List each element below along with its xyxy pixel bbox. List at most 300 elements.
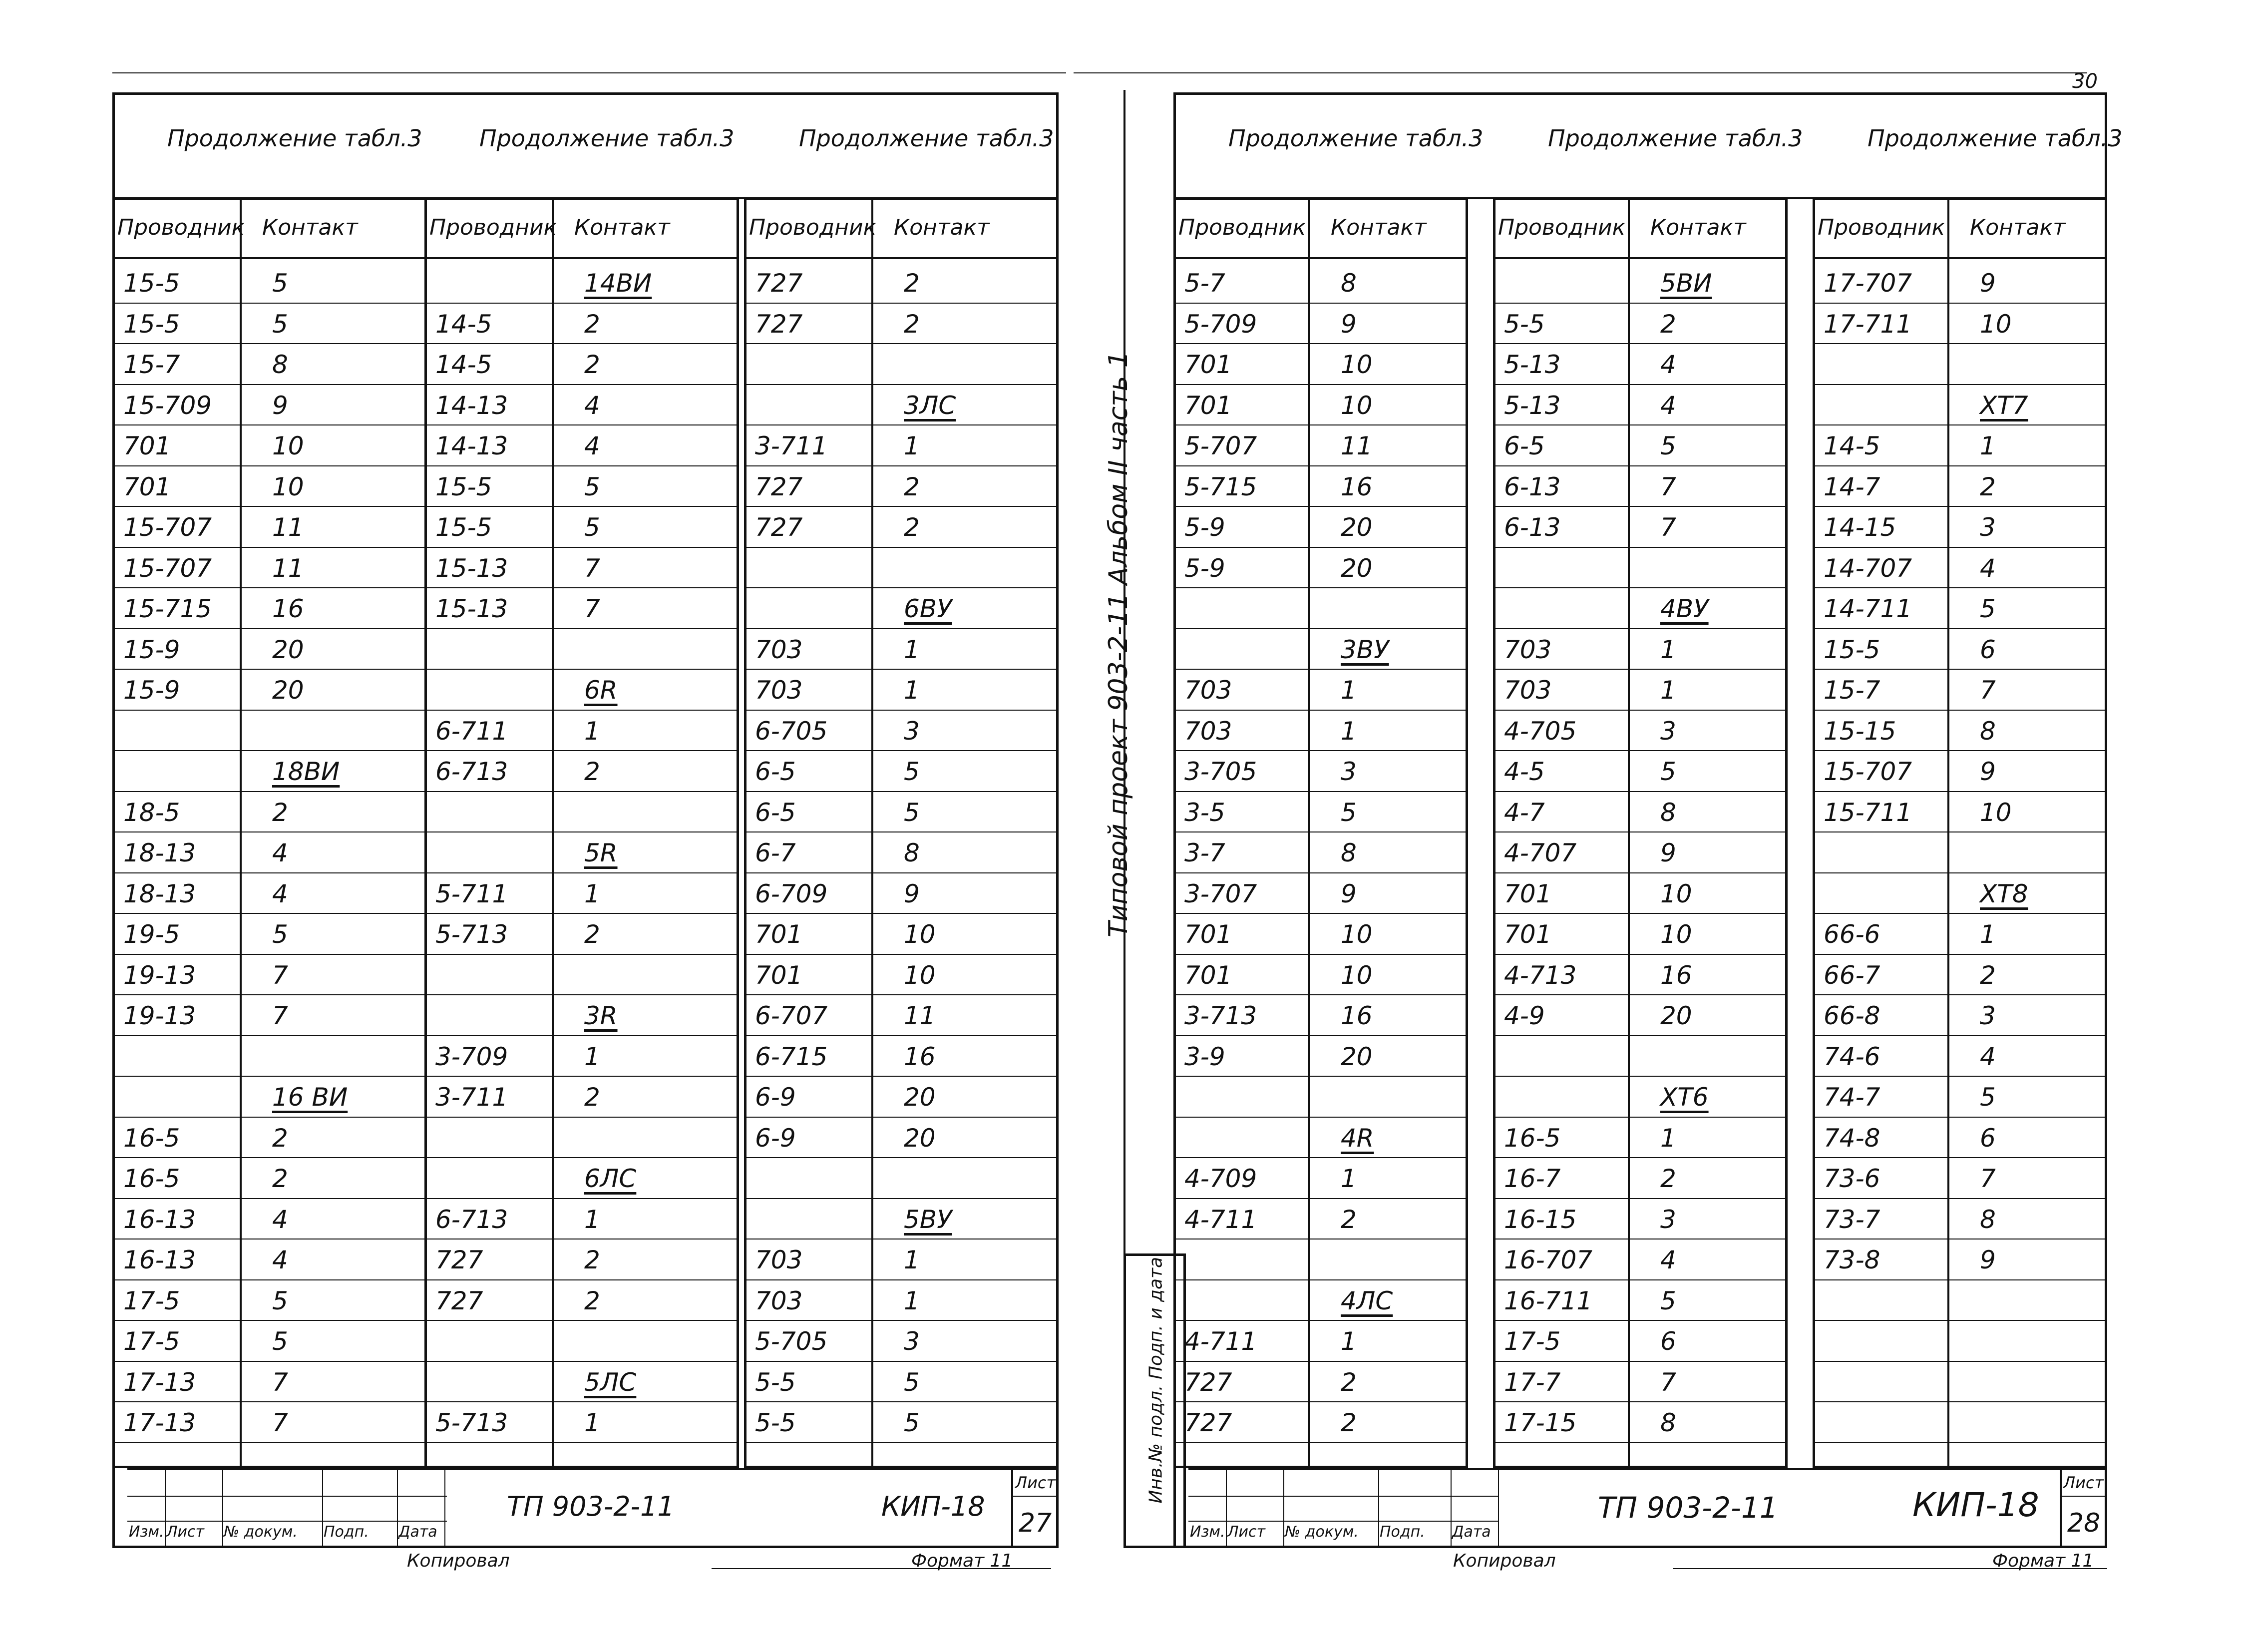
group-label: 4ВУ (1660, 594, 1709, 623)
cell-conductor: 6-713 (435, 757, 508, 786)
table-row (1813, 343, 2107, 344)
header-divider (112, 257, 427, 259)
sheet-label: Лист (2063, 1473, 2104, 1492)
cell-contact: 2 (1341, 1205, 1357, 1234)
table-row (1813, 465, 2107, 466)
cell-contact: 1 (584, 879, 600, 908)
cell-conductor: 14-5 (1824, 431, 1880, 460)
doc-id: КИП-18 (881, 1491, 985, 1522)
table-row (1813, 791, 2107, 792)
sheet-label: Лист (1015, 1473, 1056, 1492)
table-row (744, 1442, 1059, 1443)
stamp-rule (127, 1496, 447, 1497)
cell-conductor: 4-705 (1504, 716, 1577, 746)
table-row (1173, 628, 1468, 629)
cell-conductor: 5-705 (755, 1327, 828, 1356)
stamp-divider (1498, 1468, 1499, 1548)
header-conductor: Проводник (1818, 215, 1945, 240)
header-conductor: Проводник (1498, 215, 1626, 240)
table-row (744, 506, 1059, 507)
cell-contact: 5 (904, 1367, 920, 1397)
table-caption: Продолжение табл.3 (799, 125, 1054, 152)
table-row (1493, 710, 1788, 711)
table-row (1493, 1279, 1788, 1280)
cell-conductor: 5-711 (435, 879, 508, 908)
cell-contact: 7 (584, 553, 600, 583)
cell-contact: 1 (1660, 1123, 1676, 1153)
cell-contact: 1 (1980, 920, 1996, 949)
table-row (1173, 587, 1468, 588)
group-label: 18ВИ (272, 757, 340, 786)
cell-contact: 5 (1660, 431, 1676, 460)
cell-contact: 1 (904, 431, 920, 460)
cell-conductor: 4-709 (1184, 1164, 1257, 1193)
cell-contact: 2 (1980, 960, 1996, 990)
table-caption: Продолжение табл.3 (167, 125, 422, 152)
table-row (1173, 1361, 1468, 1362)
cell-contact: 4 (584, 431, 600, 460)
table-row (744, 750, 1059, 751)
cell-contact: 9 (1980, 1245, 1996, 1274)
cell-conductor: 17-711 (1824, 309, 1912, 339)
stamp-column-label: Изм. (129, 1523, 164, 1541)
cell-conductor: 14-711 (1824, 594, 1912, 623)
table-row (1173, 1076, 1468, 1077)
cell-conductor: 15-707 (123, 553, 212, 583)
header-conductor: Проводник (749, 215, 877, 240)
table-row (1813, 913, 2107, 914)
cell-conductor: 17-7 (1504, 1367, 1561, 1397)
table-row (112, 343, 427, 344)
cell-conductor: 5-713 (435, 1408, 508, 1437)
cell-conductor: 703 (1184, 676, 1232, 705)
stamp-divider (397, 1468, 398, 1548)
cell-conductor: 6-9 (755, 1083, 796, 1112)
group-label: ХТ8 (1980, 879, 2028, 908)
table-row (1173, 1320, 1468, 1321)
table-row (424, 587, 739, 588)
cell-contact: 4 (272, 879, 288, 908)
stamp-column-label: № докум. (1285, 1523, 1359, 1541)
table-row (1493, 994, 1788, 995)
table-row (744, 954, 1059, 955)
table-row (1493, 1361, 1788, 1362)
cell-conductor: 6-13 (1504, 472, 1561, 501)
table-row (1173, 1279, 1468, 1280)
cell-contact: 10 (1980, 309, 2012, 339)
cell-contact: 4 (1980, 1042, 1996, 1071)
cell-contact: 16 (1341, 1001, 1373, 1030)
group-label: ХТ7 (1980, 391, 2028, 420)
cell-contact: 3 (1980, 1001, 1996, 1030)
cell-contact: 2 (904, 513, 920, 542)
table-row (744, 1076, 1059, 1077)
sheet-cell-rule (1011, 1496, 1059, 1497)
table-row (112, 1442, 427, 1443)
table-row (1493, 872, 1788, 873)
table-row (1493, 506, 1788, 507)
cell-conductor: 6-5 (1504, 431, 1545, 460)
cell-conductor: 6-5 (755, 757, 796, 786)
table-row (1813, 506, 2107, 507)
table-row (112, 954, 427, 955)
cell-conductor: 17-5 (1504, 1327, 1561, 1356)
cell-conductor: 14-5 (435, 350, 492, 379)
cell-contact: 1 (584, 1042, 600, 1071)
cell-conductor: 727 (1184, 1408, 1232, 1437)
cell-conductor: 16-5 (123, 1164, 180, 1193)
cell-conductor: 6-711 (435, 716, 508, 746)
cell-contact: 10 (1341, 350, 1373, 379)
table-row (112, 1279, 427, 1280)
sheet-cell-rule (2060, 1496, 2107, 1497)
table-row (424, 465, 739, 466)
cell-contact: 5 (584, 513, 600, 542)
table-row (1173, 750, 1468, 751)
table-row (1173, 424, 1468, 425)
cell-conductor: 701 (123, 472, 171, 501)
sheet-cell-divider (2060, 1468, 2062, 1548)
cell-contact: 9 (1980, 757, 1996, 786)
table-row (424, 1076, 739, 1077)
table-row (1813, 1442, 2107, 1443)
cell-conductor: 701 (1184, 960, 1232, 990)
cell-contact: 16 (272, 594, 304, 623)
cell-conductor: 703 (1504, 635, 1552, 664)
cell-conductor: 73-6 (1824, 1164, 1880, 1193)
table-row (112, 1198, 427, 1199)
cell-conductor: 73-8 (1824, 1245, 1880, 1274)
table-row (112, 1117, 427, 1118)
stamp-column-label: № докум. (224, 1523, 298, 1541)
group-label: ХТ6 (1660, 1083, 1709, 1112)
cell-contact: 5 (1660, 757, 1676, 786)
table-row (1493, 913, 1788, 914)
table-row (112, 465, 427, 466)
stamp-rule (1188, 1496, 1498, 1497)
cell-contact: 20 (1341, 513, 1373, 542)
table-row (744, 913, 1059, 914)
table-frame (1813, 197, 2107, 1468)
stamp-divider (322, 1468, 323, 1548)
cell-conductor: 16-711 (1504, 1286, 1593, 1315)
cell-contact: 6 (1980, 635, 1996, 664)
stamp-divider (222, 1468, 223, 1548)
cell-contact: 20 (904, 1123, 936, 1153)
cell-conductor: 15-711 (1824, 798, 1912, 827)
cell-contact: 2 (272, 1123, 288, 1153)
stamp-column-label: Дата (1452, 1523, 1491, 1541)
table-row (1173, 384, 1468, 385)
group-label: 4ЛС (1341, 1286, 1393, 1315)
group-label: 5ВУ (904, 1205, 952, 1234)
table-row (112, 1076, 427, 1077)
table-row (112, 547, 427, 548)
cell-contact: 8 (904, 838, 920, 867)
cell-conductor: 14-707 (1824, 553, 1912, 583)
cell-conductor: 17-707 (1824, 269, 1912, 298)
cell-conductor: 3-711 (435, 1083, 508, 1112)
cell-contact: 6 (1980, 1123, 1996, 1153)
cell-conductor: 3-709 (435, 1042, 508, 1071)
cell-conductor: 3-713 (1184, 1001, 1257, 1030)
table-row (112, 831, 427, 832)
cell-conductor: 15-9 (123, 676, 180, 705)
table-frame (744, 197, 1059, 1468)
cell-contact: 1 (904, 676, 920, 705)
table-row (1493, 750, 1788, 751)
column-divider (552, 197, 554, 1468)
format-label: Формат 11 (911, 1551, 1013, 1571)
cell-contact: 5 (1980, 1083, 1996, 1112)
cell-contact: 2 (1980, 472, 1996, 501)
format-rule (1673, 1568, 2107, 1569)
table-row (744, 587, 1059, 588)
header-contact: Контакт (1331, 215, 1427, 240)
table-row (1493, 628, 1788, 629)
cell-contact: 2 (584, 1083, 600, 1112)
cell-contact: 4 (272, 1205, 288, 1234)
cell-contact: 20 (1660, 1001, 1692, 1030)
cell-contact: 8 (1980, 716, 1996, 746)
header-contact: Контакт (894, 215, 990, 240)
table-row (1173, 1035, 1468, 1036)
cell-contact: 3 (1980, 513, 1996, 542)
table-row (744, 424, 1059, 425)
cell-contact: 4 (1660, 1245, 1676, 1274)
cell-contact: 2 (584, 920, 600, 949)
group-label: 6ВУ (904, 594, 952, 623)
cell-conductor: 5-715 (1184, 472, 1257, 501)
table-row (1493, 547, 1788, 548)
table-row (1813, 1401, 2107, 1402)
table-row (424, 547, 739, 548)
cell-conductor: 18-13 (123, 838, 196, 867)
cell-conductor: 15-5 (1824, 635, 1880, 664)
cell-conductor: 727 (435, 1245, 483, 1274)
table-row (1173, 1442, 1468, 1443)
header-contact: Контакт (262, 215, 358, 240)
table-row (1813, 669, 2107, 670)
table-row (1493, 1076, 1788, 1077)
table-row (112, 1320, 427, 1321)
table-row (424, 710, 739, 711)
cell-contact: 10 (1341, 960, 1373, 990)
header-divider (1493, 257, 1788, 259)
cell-conductor: 701 (755, 960, 803, 990)
cell-contact: 7 (272, 1001, 288, 1030)
cell-conductor: 3-9 (1184, 1042, 1225, 1071)
cell-conductor: 15-15 (1824, 716, 1896, 746)
group-label: 3ВУ (1341, 635, 1389, 664)
table-row (1173, 1157, 1468, 1158)
table-row (1173, 791, 1468, 792)
cell-contact: 7 (272, 1408, 288, 1437)
cell-conductor: 703 (755, 1286, 803, 1315)
cell-contact: 8 (1660, 798, 1676, 827)
cell-contact: 3 (1660, 716, 1676, 746)
cell-contact: 9 (1980, 269, 1996, 298)
header-divider (424, 257, 739, 259)
cell-contact: 9 (272, 391, 288, 420)
cell-conductor: 15-715 (123, 594, 212, 623)
cell-conductor: 16-13 (123, 1205, 196, 1234)
copied-label: Копировал (1453, 1551, 1556, 1571)
cell-conductor: 3-705 (1184, 757, 1257, 786)
table-row (424, 343, 739, 344)
cell-conductor: 5-13 (1504, 350, 1561, 379)
cell-conductor: 16-5 (123, 1123, 180, 1153)
cell-conductor: 727 (435, 1286, 483, 1315)
cell-contact: 5 (272, 269, 288, 298)
table-frame (1493, 197, 1788, 1468)
table-row (1813, 1279, 2107, 1280)
table-row (112, 587, 427, 588)
cell-conductor: 4-7 (1504, 798, 1545, 827)
table-row (1493, 954, 1788, 955)
table-row (424, 1117, 739, 1118)
column-divider (1947, 197, 1949, 1468)
cell-conductor: 5-9 (1184, 553, 1225, 583)
cell-contact: 5 (272, 1327, 288, 1356)
table-caption: Продолжение табл.3 (1548, 125, 1803, 152)
cell-contact: 1 (1660, 676, 1676, 705)
cell-conductor: 4-711 (1184, 1327, 1257, 1356)
table-row (744, 1279, 1059, 1280)
stamp-column-label: Дата (398, 1523, 437, 1541)
table-row (1813, 750, 2107, 751)
cell-conductor: 15-5 (123, 309, 180, 339)
cell-conductor: 703 (755, 676, 803, 705)
cell-contact: 4 (272, 1245, 288, 1274)
cell-conductor: 15-5 (435, 472, 492, 501)
cell-contact: 5 (1341, 798, 1357, 827)
table-row (1493, 587, 1788, 588)
cell-conductor: 17-15 (1504, 1408, 1577, 1437)
table-row (1493, 791, 1788, 792)
cell-conductor: 701 (1184, 391, 1232, 420)
title-block-top (1188, 1468, 2107, 1470)
cell-conductor: 3-707 (1184, 879, 1257, 908)
header-divider (1813, 257, 2107, 259)
stamp-column-label: Лист (166, 1523, 205, 1541)
stamp-divider (1283, 1468, 1284, 1548)
cell-contact: 1 (584, 1205, 600, 1234)
table-row (424, 791, 739, 792)
cell-contact: 9 (1341, 879, 1357, 908)
cell-contact: 10 (904, 960, 936, 990)
table-row (1173, 954, 1468, 955)
table-row (112, 1035, 427, 1036)
cell-conductor: 17-13 (123, 1408, 196, 1437)
table-row (112, 384, 427, 385)
cell-conductor: 727 (755, 309, 803, 339)
cell-contact: 7 (1660, 472, 1676, 501)
group-label: 14ВИ (584, 269, 652, 298)
table-row (424, 669, 739, 670)
cell-conductor: 703 (755, 1245, 803, 1274)
table-row (424, 1198, 739, 1199)
table-frame (112, 197, 427, 1468)
cell-contact: 8 (1341, 838, 1357, 867)
table-row (112, 506, 427, 507)
cell-conductor: 6-13 (1504, 513, 1561, 542)
table-row (424, 1157, 739, 1158)
cell-conductor: 6-707 (755, 1001, 828, 1030)
table-row (744, 1157, 1059, 1158)
cell-contact: 2 (904, 269, 920, 298)
cell-conductor: 18-5 (123, 798, 180, 827)
table-row (424, 506, 739, 507)
cell-contact: 20 (1341, 1042, 1373, 1071)
group-label: 5ВИ (1660, 269, 1712, 298)
margin-vertical-title: Типовой проект 903-2-11 Альбом II часть 1 (1104, 351, 1133, 937)
group-label: 5R (584, 838, 618, 867)
cell-conductor: 701 (1504, 879, 1552, 908)
top-rule (112, 72, 1066, 73)
table-row (744, 465, 1059, 466)
cell-conductor: 701 (755, 920, 803, 949)
title-block-top (127, 1468, 1059, 1470)
cell-contact: 4 (1980, 553, 1996, 583)
cell-conductor: 6-713 (435, 1205, 508, 1234)
cell-contact: 10 (1341, 391, 1373, 420)
cell-conductor: 6-709 (755, 879, 828, 908)
cell-conductor: 14-15 (1824, 513, 1896, 542)
table-row (112, 628, 427, 629)
cell-contact: 1 (904, 635, 920, 664)
group-label: 16 ВИ (272, 1083, 348, 1112)
cell-contact: 1 (1341, 716, 1357, 746)
cell-conductor: 16-5 (1504, 1123, 1561, 1153)
cell-conductor: 66-8 (1824, 1001, 1880, 1030)
cell-conductor: 5-7 (1184, 269, 1225, 298)
table-row (112, 750, 427, 751)
cell-contact: 4 (272, 838, 288, 867)
cell-contact: 5 (904, 1408, 920, 1437)
cell-conductor: 15-5 (123, 269, 180, 298)
page-corner-number: 30 (2072, 70, 2098, 93)
table-row (744, 547, 1059, 548)
table-row (1813, 1076, 2107, 1077)
top-rule (1074, 72, 2087, 73)
cell-conductor: 19-13 (123, 1001, 196, 1030)
table-row (1813, 872, 2107, 873)
table-row (112, 669, 427, 670)
group-label: 3R (584, 1001, 618, 1030)
cell-conductor: 5-5 (755, 1367, 796, 1397)
cell-contact: 8 (272, 350, 288, 379)
cell-conductor: 4-711 (1184, 1205, 1257, 1234)
cell-contact: 3 (904, 1327, 920, 1356)
sheet-number: 28 (2067, 1508, 2101, 1538)
cell-contact: 10 (272, 472, 304, 501)
cell-contact: 2 (584, 757, 600, 786)
cell-contact: 8 (1660, 1408, 1676, 1437)
document-code: ТП 903-2-11 (1598, 1491, 1778, 1525)
table-row (1493, 424, 1788, 425)
cell-conductor: 15-707 (1824, 757, 1912, 786)
cell-contact: 2 (904, 472, 920, 501)
table-row (1813, 954, 2107, 955)
cell-conductor: 4-707 (1504, 838, 1577, 867)
table-row (1173, 506, 1468, 507)
table-row (1493, 669, 1788, 670)
table-row (1813, 994, 2107, 995)
cell-conductor: 4-9 (1504, 1001, 1545, 1030)
table-row (1813, 831, 2107, 832)
table-frame (424, 197, 739, 1468)
